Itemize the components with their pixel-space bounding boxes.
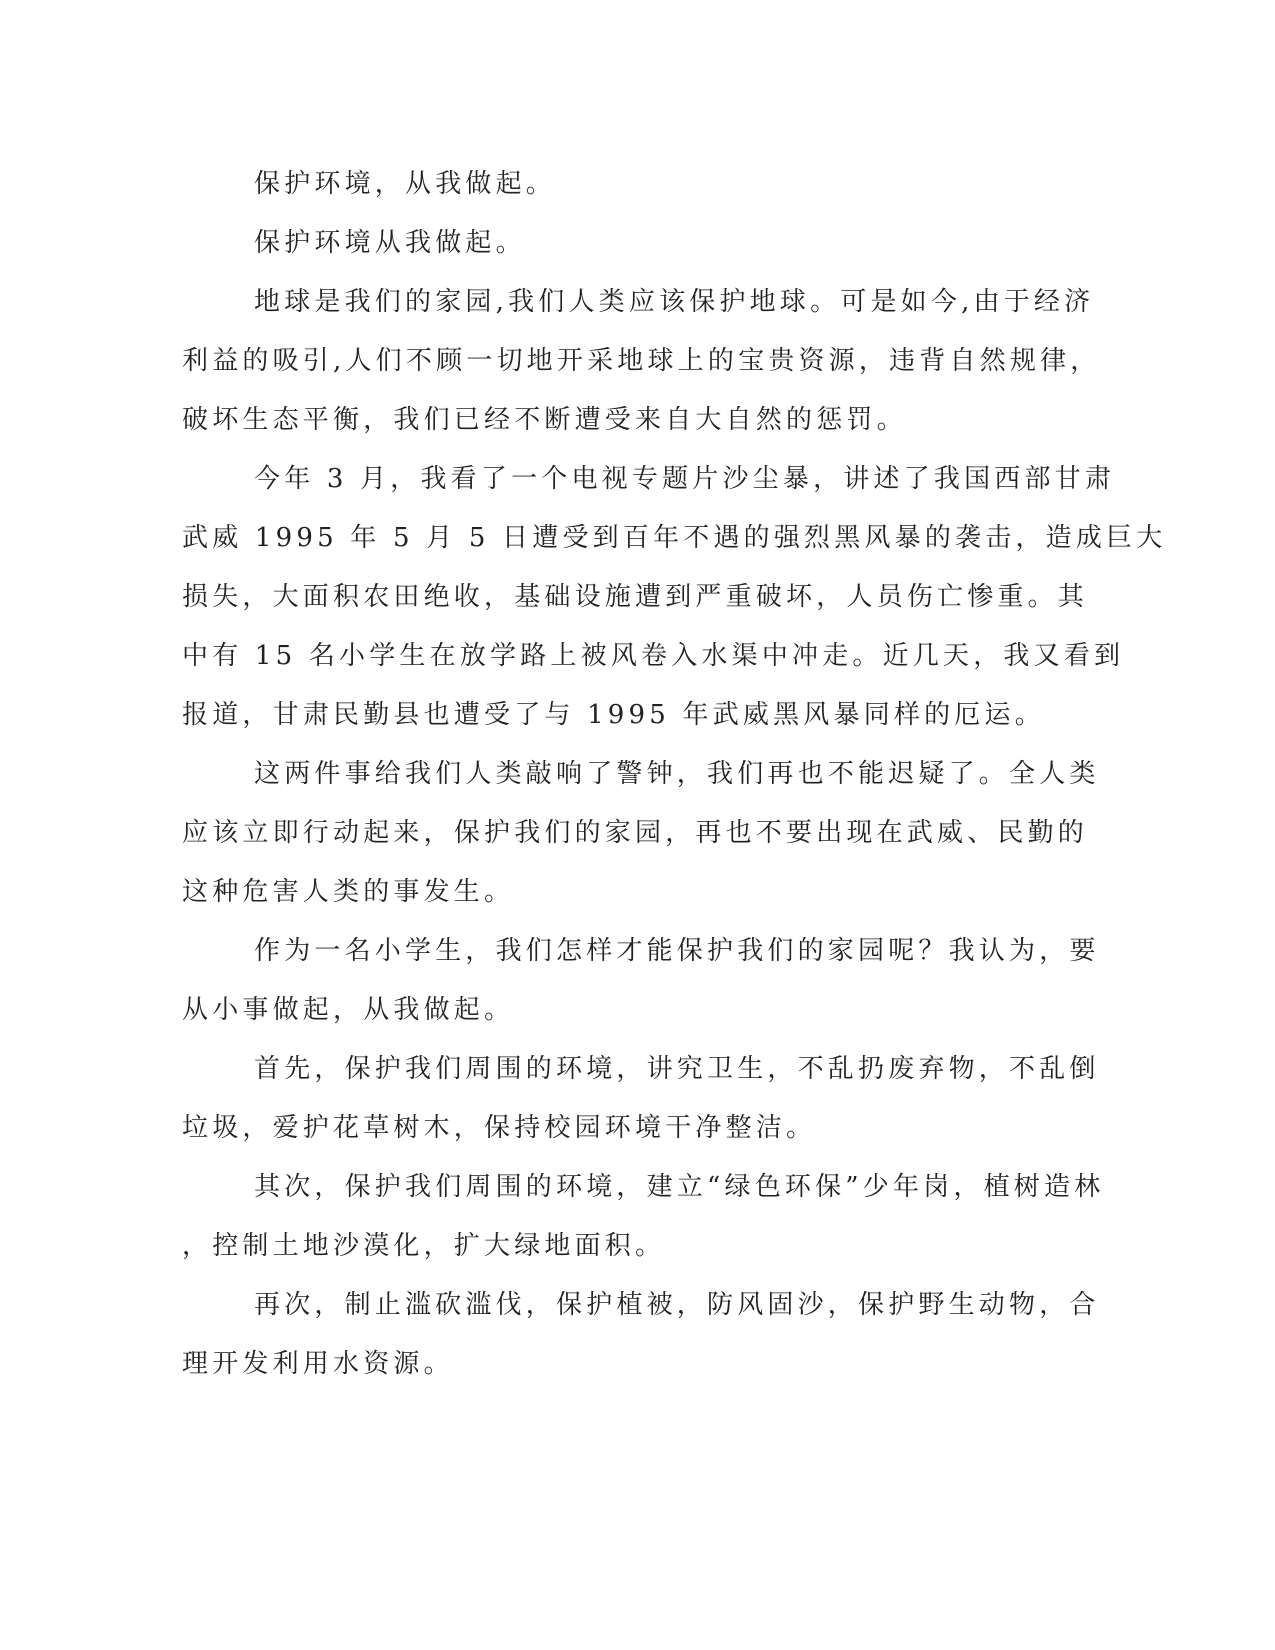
text-line: 地球是我们的家园,我们人类应该保护地球。可是如今,由于经济	[254, 287, 1095, 317]
text-line: 今年 3 月，我看了一个电视专题片沙尘暴，讲述了我国西部甘肃	[254, 464, 1116, 494]
document-body	[182, 155, 1167, 1394]
paragraph-4	[182, 450, 1167, 745]
paragraph-3	[182, 273, 1101, 450]
text-line: 保护环境，从我做起。	[254, 169, 557, 199]
paragraph-5	[182, 745, 1100, 922]
text-line: 应该立即行动起来，保护我们的家园，再也不要出现在武威、民勤的	[182, 818, 1089, 848]
text-line: 垃圾，爱护花草树木，保持校园环境干净整洁。	[182, 1113, 817, 1143]
paragraph-8	[182, 1158, 1105, 1276]
text-line: 报道，甘肃民勤县也遭受了与 1995 年武威黑风暴同样的厄运。	[182, 700, 1045, 730]
paragraph-7	[182, 1040, 1100, 1158]
text-line: 保护环境从我做起。	[254, 228, 526, 258]
text-line: 武威 1995 年 5 月 5 日遭受到百年不遇的强烈黑风暴的袭击，造成巨大	[182, 523, 1167, 553]
text-line: 首先，保护我们周围的环境，讲究卫生，不乱扔废弃物，不乱倒	[254, 1054, 1100, 1084]
text-line: 中有 15 名小学生在放学路上被风卷入水渠中冲走。近几天，我又看到	[182, 641, 1125, 671]
paragraph-9	[182, 1276, 1100, 1394]
paragraph-2	[182, 214, 1042, 273]
text-line: 再次，制止滥砍滥伐，保护植被，防风固沙，保护野生动物，合	[254, 1290, 1100, 1320]
text-line: 其次，保护我们周围的环境，建立“绿色环保”少年岗，植树造林	[254, 1172, 1105, 1202]
paragraph-6	[182, 922, 1100, 1040]
text-line: 利益的吸引,人们不顾一切地开采地球上的宝贵资源，违背自然规律，	[182, 346, 1101, 376]
text-line: 这两件事给我们人类敲响了警钟，我们再也不能迟疑了。全人类	[254, 759, 1100, 789]
text-line: 损失，大面积农田绝收，基础设施遭到严重破坏，人员伤亡惨重。其	[182, 582, 1089, 612]
text-line: 这种危害人类的事发生。	[182, 877, 515, 907]
text-line: 作为一名小学生，我们怎样才能保护我们的家园呢？我认为，要	[254, 936, 1100, 966]
paragraph-1	[182, 155, 1042, 214]
text-line: 从小事做起，从我做起。	[182, 995, 515, 1025]
text-line: 破坏生态平衡，我们已经不断遭受来自大自然的惩罚。	[182, 405, 907, 435]
text-line: ，控制土地沙漠化，扩大绿地面积。	[182, 1231, 666, 1261]
text-line: 理开发利用水资源。	[182, 1349, 454, 1379]
